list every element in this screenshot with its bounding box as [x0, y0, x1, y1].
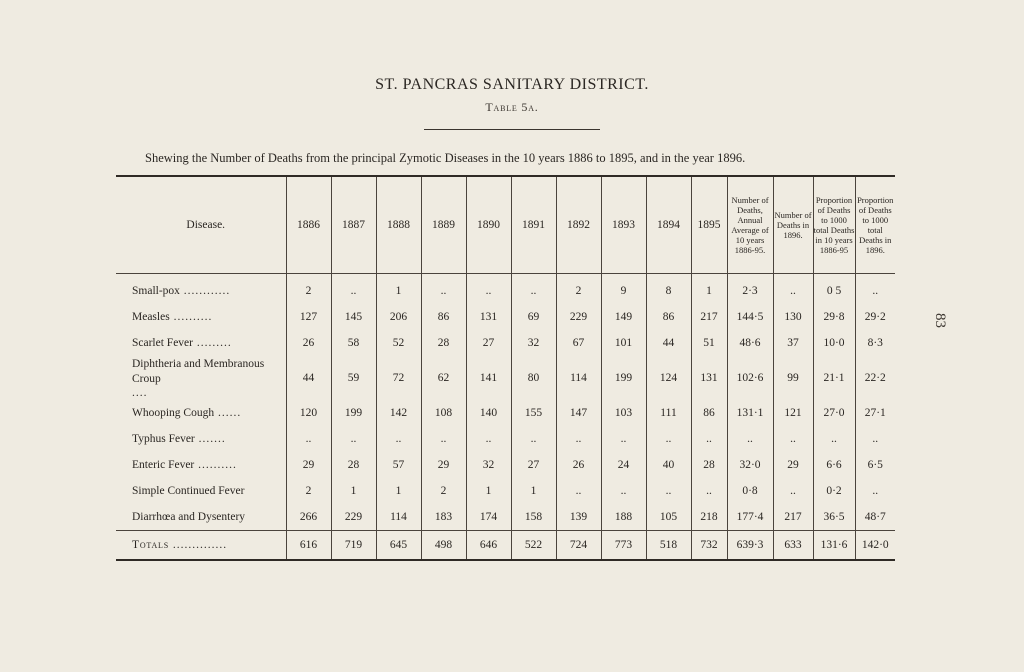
header-year: 1895	[691, 176, 727, 274]
header-year: 1886	[286, 176, 331, 274]
header-year: 1894	[646, 176, 691, 274]
table-cell: ..	[855, 478, 895, 504]
table-row	[116, 304, 895, 330]
table-cell: 59	[331, 356, 376, 400]
table-cell: ..	[421, 274, 466, 305]
table-cell: ..	[773, 426, 813, 452]
table-cell: 8·3	[855, 330, 895, 356]
totals-cell: 646	[466, 531, 511, 561]
header-year: 1887	[331, 176, 376, 274]
table-cell: 127	[286, 304, 331, 330]
table-cell: 28	[421, 330, 466, 356]
table-cell: 28	[691, 452, 727, 478]
table-cell: 2	[286, 274, 331, 305]
table-cell: 108	[421, 400, 466, 426]
header-proportion-10yr: Proportion of Deaths to 1000 total Deaths in 10 years 1886-95	[813, 176, 855, 274]
table-cell: 158	[511, 504, 556, 531]
table-cell: 105	[646, 504, 691, 531]
table-cell: 229	[556, 304, 601, 330]
table-cell: 147	[556, 400, 601, 426]
deaths-table	[116, 175, 895, 561]
dot-leader: .......	[194, 432, 226, 445]
table-cell: 69	[511, 304, 556, 330]
table-cell: ..	[511, 426, 556, 452]
table-caption: Shewing the Number of Deaths from the principal Zymotic Diseases in the 10 years 1886 to 1895, and in the year 1896.	[145, 151, 746, 165]
table-cell: 111	[646, 400, 691, 426]
table-cell: 2	[421, 478, 466, 504]
header-annual-average: Number of Deaths, Annual Average of 10 years 1886-95.	[727, 176, 773, 274]
table-cell: ..	[511, 274, 556, 305]
table-cell: 218	[691, 504, 727, 531]
table-cell: 27·0	[813, 400, 855, 426]
disease-name	[116, 274, 286, 305]
table-cell: 10·0	[813, 330, 855, 356]
table-row	[116, 478, 895, 504]
header-year: 1892	[556, 176, 601, 274]
disease-label: Whooping Cough	[132, 406, 215, 419]
table-cell: ..	[691, 478, 727, 504]
table-cell: 72	[376, 356, 421, 400]
table-cell: 155	[511, 400, 556, 426]
dot-leader: ....	[132, 387, 148, 399]
disease-label: Scarlet Fever	[132, 336, 193, 349]
disease-label: Enteric Fever	[132, 458, 195, 471]
totals-cell: 518	[646, 531, 691, 561]
dot-leader: ..........	[194, 458, 237, 471]
table-cell: 86	[646, 304, 691, 330]
totals-cell: 616	[286, 531, 331, 561]
table-row	[116, 356, 895, 400]
table-cell: 48·7	[855, 504, 895, 531]
table-cell: 27·1	[855, 400, 895, 426]
table-cell: 22·2	[855, 356, 895, 400]
table-cell: 99	[773, 356, 813, 400]
table-cell: 8	[646, 274, 691, 305]
table-cell: 131	[691, 356, 727, 400]
table-cell: 130	[773, 304, 813, 330]
table-cell: 0·8	[727, 478, 773, 504]
disease-name	[116, 452, 286, 478]
table-cell: 80	[511, 356, 556, 400]
table-cell: 1	[466, 478, 511, 504]
page-title: ST. PANCRAS SANITARY DISTRICT.	[375, 76, 649, 93]
header-disease: Disease.	[116, 176, 286, 274]
table-row	[116, 504, 895, 531]
table-cell: 2·3	[727, 274, 773, 305]
table-cell: 139	[556, 504, 601, 531]
table-cell: 266	[286, 504, 331, 531]
table-cell: ..	[556, 426, 601, 452]
table-cell: 26	[286, 330, 331, 356]
totals-cell: 522	[511, 531, 556, 561]
disease-name	[116, 504, 286, 531]
table-cell: 28	[331, 452, 376, 478]
table-cell: 217	[773, 504, 813, 531]
table-cell: 229	[331, 504, 376, 531]
table-cell: 58	[331, 330, 376, 356]
table-cell: 144·5	[727, 304, 773, 330]
table-cell: 9	[601, 274, 646, 305]
table-cell: 6·6	[813, 452, 855, 478]
table-cell: 199	[331, 400, 376, 426]
table-cell: 177·4	[727, 504, 773, 531]
table-cell: 29·8	[813, 304, 855, 330]
table-cell: 44	[646, 330, 691, 356]
table-cell: ..	[773, 274, 813, 305]
totals-cell: 639·3	[727, 531, 773, 561]
dot-leader: ..........	[169, 310, 213, 323]
table-cell: 183	[421, 504, 466, 531]
table-subtitle: Table 5a.	[485, 100, 539, 114]
table-cell: ..	[331, 274, 376, 305]
table-cell: 86	[421, 304, 466, 330]
dot-leader: .........	[193, 336, 232, 349]
table-cell: ..	[466, 426, 511, 452]
table-cell: 1	[331, 478, 376, 504]
table-row	[116, 274, 895, 305]
totals-cell: 732	[691, 531, 727, 561]
table-cell: 0·2	[813, 478, 855, 504]
table-cell: ..	[601, 426, 646, 452]
table-cell: 114	[556, 356, 601, 400]
table-cell: 145	[331, 304, 376, 330]
table-cell: 57	[376, 452, 421, 478]
table-cell: 131·1	[727, 400, 773, 426]
totals-cell: 773	[601, 531, 646, 561]
totals-label: Totals	[132, 539, 169, 551]
table-cell: 29·2	[855, 304, 895, 330]
totals-cell: 633	[773, 531, 813, 561]
table-cell: 52	[376, 330, 421, 356]
disease-label: Small-pox	[132, 284, 180, 297]
table-cell: 131	[466, 304, 511, 330]
table-cell: 29	[773, 452, 813, 478]
table-cell: ..	[646, 478, 691, 504]
page-number: 83	[932, 313, 948, 328]
table-cell: 124	[646, 356, 691, 400]
table-cell: 62	[421, 356, 466, 400]
table-cell: 44	[286, 356, 331, 400]
table-cell: ..	[646, 426, 691, 452]
table-cell: 206	[376, 304, 421, 330]
header-year: 1890	[466, 176, 511, 274]
disease-name	[116, 330, 286, 356]
dot-leader: ..............	[168, 539, 228, 551]
table-cell: 149	[601, 304, 646, 330]
table-cell: 1	[691, 274, 727, 305]
totals-cell: 724	[556, 531, 601, 561]
table-cell: ..	[601, 478, 646, 504]
dot-leader: ............	[179, 284, 231, 297]
totals-label-cell	[116, 531, 286, 561]
table-cell: 37	[773, 330, 813, 356]
table-cell: 67	[556, 330, 601, 356]
totals-cell: 131·6	[813, 531, 855, 561]
table-cell: 102·6	[727, 356, 773, 400]
table-cell: 101	[601, 330, 646, 356]
disease-label: Simple Continued Fever	[132, 484, 245, 497]
disease-name	[116, 400, 286, 426]
table-cell: 121	[773, 400, 813, 426]
table-cell: 2	[556, 274, 601, 305]
header-year: 1889	[421, 176, 466, 274]
table-cell: 26	[556, 452, 601, 478]
table-cell: 48·6	[727, 330, 773, 356]
header-year: 1888	[376, 176, 421, 274]
totals-cell: 645	[376, 531, 421, 561]
disease-label: Typhus Fever	[132, 432, 195, 445]
disease-label: Diarrhœa and Dysentery	[132, 510, 246, 523]
disease-name	[116, 304, 286, 330]
table-cell: 140	[466, 400, 511, 426]
table-cell: 24	[601, 452, 646, 478]
table-cell: ..	[286, 426, 331, 452]
table-cell: 21·1	[813, 356, 855, 400]
header-year: 1893	[601, 176, 646, 274]
table-cell: 174	[466, 504, 511, 531]
table-cell: ..	[855, 426, 895, 452]
disease-label: Measles	[132, 310, 170, 323]
table-cell: ..	[466, 274, 511, 305]
totals-cell: 498	[421, 531, 466, 561]
table-cell: 141	[466, 356, 511, 400]
table-cell: 36·5	[813, 504, 855, 531]
table-cell: ..	[331, 426, 376, 452]
table-cell: 1	[511, 478, 556, 504]
table-cell: 2	[286, 478, 331, 504]
table-cell: 6·5	[855, 452, 895, 478]
table-cell: 40	[646, 452, 691, 478]
table-cell: ..	[855, 274, 895, 305]
disease-label: Diphtheria and Membranous Croup	[132, 358, 265, 385]
disease-name	[116, 426, 286, 452]
table-cell: 86	[691, 400, 727, 426]
table-cell: 32	[466, 452, 511, 478]
header-deaths-1896: Number of Deaths in 1896.	[773, 176, 813, 274]
table-row	[116, 426, 895, 452]
table-cell: 120	[286, 400, 331, 426]
dot-leader: ......	[214, 406, 242, 419]
table-cell: 51	[691, 330, 727, 356]
table-cell: 29	[286, 452, 331, 478]
table-cell: 217	[691, 304, 727, 330]
table-cell: 1	[376, 478, 421, 504]
header-proportion-1896: Proportion of Deaths to 1000 total Deaths in 1896.	[855, 176, 895, 274]
table-row	[116, 452, 895, 478]
table-cell: ..	[421, 426, 466, 452]
table-cell: 142	[376, 400, 421, 426]
table-cell: 27	[511, 452, 556, 478]
table-cell: ..	[376, 426, 421, 452]
table-cell: ..	[556, 478, 601, 504]
table-cell: 103	[601, 400, 646, 426]
disease-name	[116, 478, 286, 504]
table-cell: 32	[511, 330, 556, 356]
header-row	[116, 176, 895, 274]
table-cell: ..	[773, 478, 813, 504]
table-cell: 27	[466, 330, 511, 356]
table-cell: 32·0	[727, 452, 773, 478]
title-divider	[424, 129, 600, 130]
table-cell: ..	[691, 426, 727, 452]
table-cell: ..	[813, 426, 855, 452]
disease-name	[116, 356, 286, 400]
table-cell: 1	[376, 274, 421, 305]
header-year: 1891	[511, 176, 556, 274]
table-cell: 0 5	[813, 274, 855, 305]
totals-cell: 719	[331, 531, 376, 561]
totals-row	[116, 531, 895, 561]
table-cell: 29	[421, 452, 466, 478]
table-cell: 199	[601, 356, 646, 400]
table-cell: 114	[376, 504, 421, 531]
table-row	[116, 330, 895, 356]
totals-cell: 142·0	[855, 531, 895, 561]
table-cell: ..	[727, 426, 773, 452]
table-row	[116, 400, 895, 426]
table-cell: 188	[601, 504, 646, 531]
